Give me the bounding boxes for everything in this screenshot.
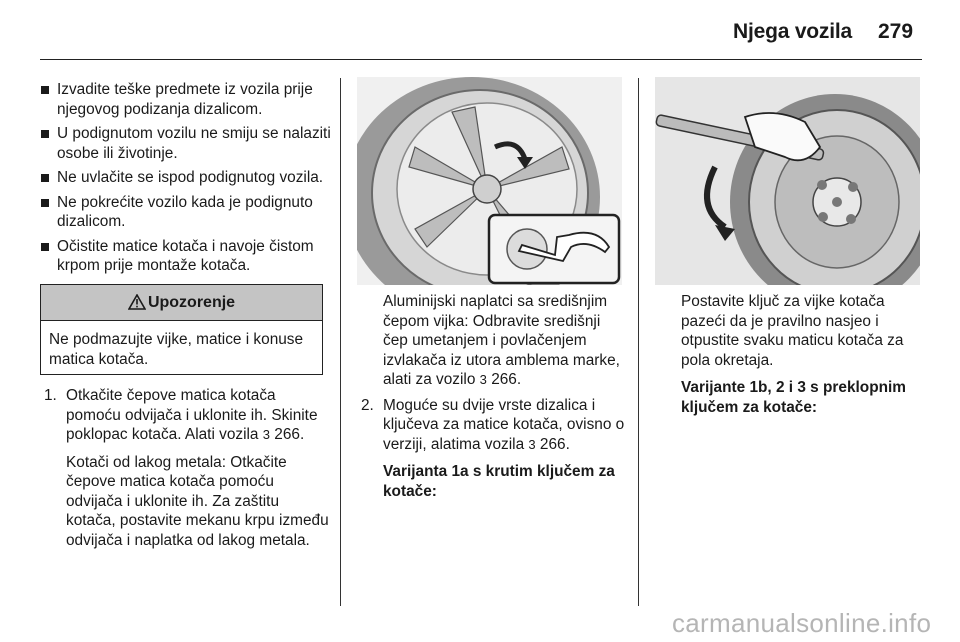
header-rule xyxy=(40,59,922,60)
figure-caption: Aluminijski naplatci sa središnjim čepom vijka: Odbravite središnji čep umetanjem i povlačenjem izvlakača iz utora amblema marke, alati za vozilo 3 266. xyxy=(383,293,620,388)
warning-text: Ne podmazujte vijke, matice i konuse matica kotača. xyxy=(49,331,304,368)
page-reference: 266. xyxy=(539,435,570,453)
bullet-square-icon xyxy=(41,86,49,94)
bullet-square-icon xyxy=(41,243,49,251)
middle-column xyxy=(357,292,627,501)
bullet-square-icon xyxy=(41,199,49,207)
list-item: Ne uvlačite se ispod podignutog vozila. xyxy=(40,168,332,188)
column-divider-right xyxy=(638,78,639,606)
warning-box xyxy=(40,284,323,375)
figure-caption: Postavite ključ za vijke kotača pazeći da je pravilno nasjeo i otpustite svaku maticu kotača za pola okretaja. xyxy=(681,293,904,369)
reference-arrow-icon: 3 xyxy=(262,427,271,442)
safety-bullet-list xyxy=(40,80,332,276)
list-item xyxy=(357,396,627,455)
warning-header xyxy=(41,285,322,321)
page-number: 279 xyxy=(878,20,914,43)
left-column xyxy=(40,80,332,281)
list-item: Očistite matice kotača i navoje čistom krpom prije montaže kotača. xyxy=(40,237,332,276)
bullet-square-icon xyxy=(41,174,49,182)
bullet-square-icon xyxy=(41,130,49,138)
right-column xyxy=(655,292,925,417)
list-item: Ne pokrećite vozilo kada je podignuto dizalicom. xyxy=(40,193,332,232)
page-header xyxy=(0,0,960,62)
list-item xyxy=(40,386,332,445)
page-reference: 266. xyxy=(491,371,522,388)
step-number: 1. xyxy=(44,387,57,404)
step-text: Moguće su dvije vrste dizalica i ključeva za matice kotača, ovisno o verziji, alatima vozila xyxy=(383,396,625,453)
wheel-cap-illustration xyxy=(357,77,622,285)
step-1 xyxy=(40,386,332,550)
warning-triangle-icon xyxy=(128,294,146,310)
step-text: Otkačite čepove matica kotača pomoću odvijača i uklonite ih. Skinite poklopac kotača. Alati vozila xyxy=(66,387,318,443)
reference-arrow-icon: 3 xyxy=(479,372,487,387)
reference-arrow-icon: 3 xyxy=(528,436,536,452)
step-number: 2. xyxy=(361,396,374,414)
warning-title: Upozorenje xyxy=(147,294,236,311)
page-title: Njega vozila xyxy=(733,20,852,43)
page-reference: 266. xyxy=(274,426,305,443)
watermark: carmanualsonline.info xyxy=(672,608,932,638)
step-note: Kotači od lakog metala: Otkačite čepove matica kotača pomoću odvijača i uklonite ih. Za zaštitu kotača, postavite mekanu krpu između odvijača i naplatka od lakog metala. xyxy=(66,453,329,549)
variant-heading: Varijanta 1a s krutim ključem za kotače: xyxy=(383,463,615,500)
list-item: Izvadite teške predmete iz vozila prije njegovog podizanja dizalicom. xyxy=(40,80,332,119)
variant-heading: Varijante 1b, 2 i 3 s preklopnim ključem za kotače: xyxy=(681,379,906,416)
column-divider-left xyxy=(340,78,341,606)
list-item: U podignutom vozilu ne smiju se nalaziti osobe ili životinje. xyxy=(40,124,332,163)
wheel-wrench-illustration xyxy=(655,77,920,285)
